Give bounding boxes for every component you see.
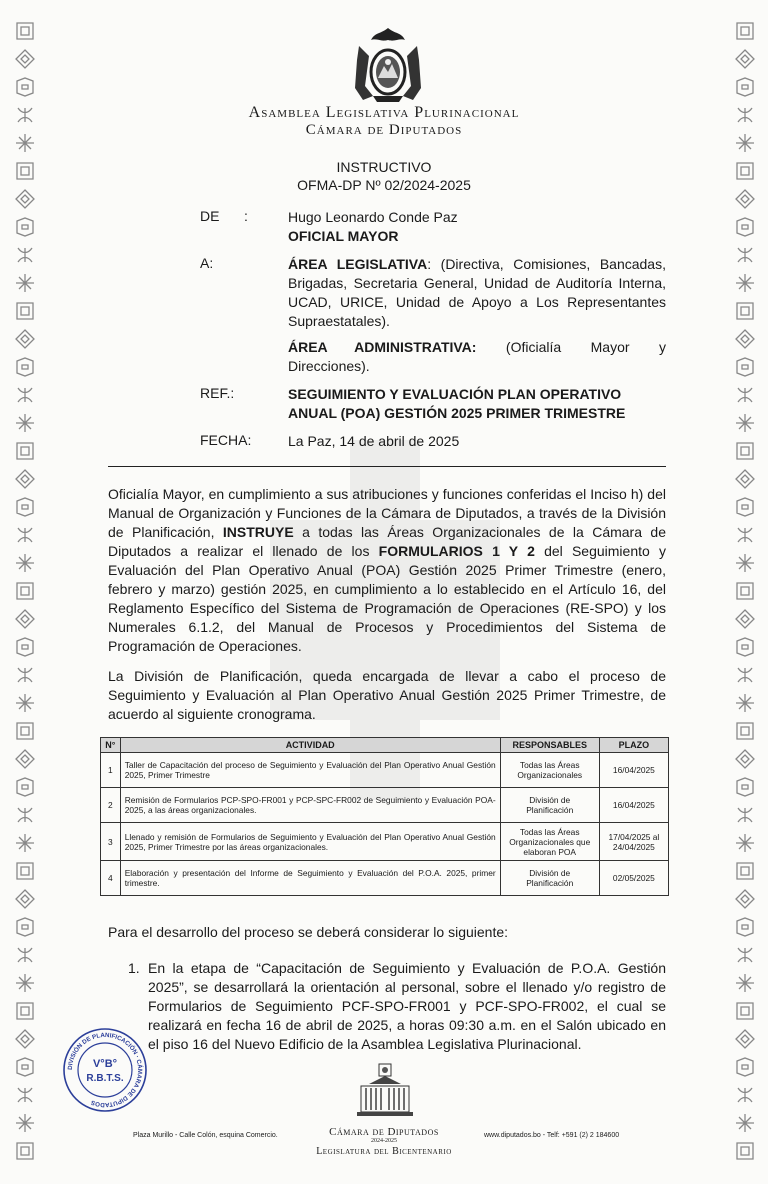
andean-border-pattern-icon	[734, 692, 756, 714]
row-number: 4	[101, 861, 121, 896]
andean-border-pattern-icon	[734, 944, 756, 966]
document-type: INSTRUCTIVO	[336, 159, 432, 175]
andean-border-pattern-icon	[14, 384, 36, 406]
from-block	[288, 208, 666, 246]
to-area-legislative	[288, 255, 666, 331]
table-row	[101, 753, 669, 788]
table-row	[101, 823, 669, 861]
andean-border-pattern-icon	[734, 412, 756, 434]
andean-border-pattern-icon	[14, 580, 36, 602]
andean-border-pattern-icon	[734, 48, 756, 70]
list-item-number: 1.	[128, 960, 140, 976]
andean-border-pattern-icon	[14, 244, 36, 266]
andean-border-pattern-icon	[734, 1056, 756, 1078]
schedule-table	[100, 737, 669, 896]
andean-border-pattern-icon	[14, 748, 36, 770]
paragraph-instruction	[108, 485, 666, 656]
andean-border-pattern-icon	[14, 300, 36, 322]
andean-border-pattern-icon	[734, 888, 756, 910]
row-responsible: Todas las Áreas Organizacionales	[500, 753, 599, 788]
stamp-initials: R.B.T.S.	[86, 1073, 124, 1084]
footer-legislature: Legislatura del Bicentenario	[316, 1146, 452, 1157]
andean-border-pattern-icon	[734, 636, 756, 658]
stamp-ring-text: DIVISIÓN DE PLANIFICACIÓN · CÁMARA DE DIPUTADOS	[66, 1031, 144, 1109]
andean-border-pattern-icon	[14, 860, 36, 882]
footer-years: 2024-2025	[371, 1138, 397, 1144]
to-area2-text: (Oficialía Mayor y Direcciones).	[288, 339, 666, 374]
legislative-palace-icon	[355, 1062, 415, 1124]
andean-border-pattern-icon	[14, 216, 36, 238]
from-label: DE	[200, 208, 220, 224]
stamp-vobo: V°B°	[92, 1058, 118, 1070]
andean-border-pattern-icon	[14, 720, 36, 742]
row-number: 2	[101, 788, 121, 823]
andean-border-pattern-icon	[734, 496, 756, 518]
andean-border-pattern-icon	[734, 1084, 756, 1106]
andean-border-pattern-icon	[14, 1084, 36, 1106]
document-number: OFMA-DP Nº 02/2024-2025	[297, 177, 471, 193]
andean-border-pattern-icon	[14, 664, 36, 686]
row-deadline: 16/04/2025	[599, 753, 668, 788]
andean-border-pattern-icon	[734, 20, 756, 42]
andean-border-pattern-icon	[14, 496, 36, 518]
chamber-name: Cámara de Diputados	[305, 122, 463, 138]
header-activity: ACTIVIDAD	[120, 738, 500, 753]
andean-border-pattern-icon	[14, 608, 36, 630]
paragraph-schedule-intro: La División de Planificación, queda encargada de llevar a cabo el proceso de Seguimiento y Evaluación al Plan Operativo Anual Gestión 2025 Primer Trimestre, de acuerdo al siguiente cronograma.	[108, 668, 666, 722]
andean-border-pattern-icon	[14, 832, 36, 854]
andean-border-pattern-icon	[734, 860, 756, 882]
institution-name: Asamblea Legislativa Plurinacional	[248, 104, 520, 121]
row-number: 3	[101, 823, 121, 861]
andean-border-pattern-icon	[14, 76, 36, 98]
andean-border-pattern-icon	[734, 1028, 756, 1050]
andean-border-pattern-icon	[14, 692, 36, 714]
andean-border-pattern-icon	[734, 384, 756, 406]
andean-border-pattern-icon	[734, 300, 756, 322]
p1-part-a: Oficialía Mayor, en cumplimiento a sus atribuciones y funciones conferidas el Inciso h) del Manual de Organización y Funciones de la Cámara de Diputados, a través de la División de Planificación,	[108, 486, 666, 540]
header-number: N°	[101, 738, 121, 753]
row-deadline: 17/04/2025 al 24/04/2025	[599, 823, 668, 861]
andean-border-pattern-icon	[734, 328, 756, 350]
to-area2-title: ÁREA ADMINISTRATIVA:	[288, 339, 477, 355]
andean-border-pattern-icon	[14, 468, 36, 490]
footer-contact: www.diputados.bo - Telf: +591 (2) 2 184600	[484, 1132, 620, 1139]
document-heading	[0, 158, 768, 194]
paragraph-considerations: Para el desarrollo del proceso se deberá considerar lo siguiente:	[108, 924, 509, 940]
andean-border-pattern-icon	[14, 776, 36, 798]
andean-border-pattern-icon	[734, 524, 756, 546]
list-item-text: En la etapa de “Capacitación de Seguimiento y Evaluación de P.O.A. Gestión 2025”, se desarrollará la orientación al personal, sobre el llenado y/o registro de Formularios de Seguimiento PCF-SPO-FR001 y PCF-SPO-FR002, el cual se realizará en fecha 16 de abril de 2025, a horas 09:30 a.m. en el Salón ubicado en el piso 16 del Nuevo Edificio de la Asamblea Legislativa Plurinacional.	[148, 960, 666, 1052]
andean-border-pattern-icon	[14, 412, 36, 434]
andean-border-pattern-icon	[734, 244, 756, 266]
row-responsible: División de Planificación	[500, 788, 599, 823]
header-divider	[108, 466, 666, 467]
table-row	[101, 788, 669, 823]
andean-border-pattern-icon	[734, 916, 756, 938]
andean-border-pattern-icon	[14, 440, 36, 462]
row-activity: Remisión de Formularios PCP-SPO-FR001 y PCP-SPC-FR002 de Seguimiento y Evaluación POA-2025, a las áreas organizacionales.	[120, 788, 500, 823]
from-name: Hugo Leonardo Conde Paz	[288, 209, 458, 225]
p1-formularios: FORMULARIOS 1 Y 2	[378, 543, 535, 559]
andean-border-pattern-icon	[14, 972, 36, 994]
row-number: 1	[101, 753, 121, 788]
row-deadline: 16/04/2025	[599, 788, 668, 823]
from-colon: :	[244, 208, 248, 224]
andean-border-pattern-icon	[14, 804, 36, 826]
p1-part-c: a todas las Áreas Organizacionales de la Cámara de Diputados a realizar el llenado de los	[108, 524, 666, 559]
footer-address: Plaza Murillo - Calle Colón, esquina Comercio.	[133, 1132, 278, 1139]
table-row	[101, 861, 669, 896]
andean-border-pattern-icon	[14, 888, 36, 910]
andean-border-pattern-icon	[734, 440, 756, 462]
header-responsible: RESPONSABLES	[500, 738, 599, 753]
andean-border-pattern-icon	[734, 972, 756, 994]
to-area1-title: ÁREA LEGISLATIVA	[288, 256, 428, 272]
andean-border-pattern-icon	[734, 272, 756, 294]
list-item	[128, 959, 666, 1054]
andean-border-pattern-icon	[14, 552, 36, 574]
andean-border-pattern-icon	[734, 580, 756, 602]
to-area-administrative	[288, 338, 666, 376]
andean-border-pattern-icon	[14, 328, 36, 350]
date-label: FECHA:	[200, 432, 252, 448]
footer-chamber-name: Cámara de Diputados	[329, 1126, 439, 1138]
header-deadline: PLAZO	[599, 738, 668, 753]
andean-border-pattern-icon	[734, 720, 756, 742]
andean-border-pattern-icon	[14, 272, 36, 294]
andean-border-pattern-icon	[734, 804, 756, 826]
row-activity: Llenado y remisión de Formularios de Seguimiento y Evaluación del Plan Operativo Anual Gestión 2025, Primer Trimestre por las áreas organizacionales.	[120, 823, 500, 861]
ref-label: REF.:	[200, 385, 235, 401]
andean-border-pattern-icon	[734, 356, 756, 378]
andean-border-pattern-icon	[14, 1028, 36, 1050]
date-text: La Paz, 14 de abril de 2025	[288, 433, 460, 449]
row-responsible: Todas las Áreas Organizacionales que elaboran POA	[500, 823, 599, 861]
andean-border-pattern-icon	[14, 636, 36, 658]
row-activity: Taller de Capacitación del proceso de Seguimiento y Evaluación del Plan Operativo Anual Gestión 2025, Primer Trimestre	[120, 753, 500, 788]
andean-border-pattern-icon	[14, 48, 36, 70]
andean-border-pattern-icon	[734, 216, 756, 238]
p1-part-e: del Seguimiento y Evaluación del Plan Operativo Anual (POA) Gestión 2025 Primer Trimestre (enero, febrero y marzo) gestión 2025, en cumplimiento a lo establecido en el Artículo 16, del Reglamento Específico del Sistema de Programación de Operaciones (RE-SPO) y los Numerales 6.1.2, del Manual de Procesos y Procedimientos del Sistema de Programación de Operaciones.	[108, 543, 666, 654]
andean-border-pattern-icon	[734, 748, 756, 770]
andean-border-pattern-icon	[14, 1056, 36, 1078]
from-title: OFICIAL MAYOR	[288, 228, 399, 244]
schedule-header-row	[101, 738, 669, 753]
andean-border-pattern-icon	[734, 664, 756, 686]
andean-border-pattern-icon	[14, 944, 36, 966]
andean-border-pattern-icon	[14, 356, 36, 378]
andean-border-pattern-icon	[14, 524, 36, 546]
p1-instruye: INSTRUYE	[222, 524, 294, 540]
ref-text: SEGUIMIENTO Y EVALUACIÓN PLAN OPERATIVO ANUAL (POA) GESTIÓN 2025 PRIMER TRIMESTRE	[288, 386, 626, 421]
andean-border-pattern-icon	[734, 776, 756, 798]
to-area1-text: : (Directiva, Comisiones, Bancadas, Brigadas, Secretaria General, Unidad de Auditoría Interna, UCAD, URICE, Unidad de Apoyo a Los Representantes Supraestatales).	[288, 256, 666, 329]
andean-border-pattern-icon	[734, 468, 756, 490]
andean-border-pattern-icon	[734, 1000, 756, 1022]
to-label: A:	[200, 255, 214, 271]
andean-border-pattern-icon	[734, 608, 756, 630]
row-deadline: 02/05/2025	[599, 861, 668, 896]
andean-border-pattern-icon	[14, 1000, 36, 1022]
andean-border-pattern-icon	[734, 76, 756, 98]
andean-border-pattern-icon	[14, 20, 36, 42]
andean-border-pattern-icon	[14, 916, 36, 938]
division-stamp-icon	[62, 1027, 148, 1113]
andean-border-pattern-icon	[734, 552, 756, 574]
row-activity: Elaboración y presentación del Informe de Seguimiento y Evaluación del P.O.A. 2025, primer trimestre.	[120, 861, 500, 896]
row-responsible: División de Planificación	[500, 861, 599, 896]
andean-border-pattern-icon	[734, 832, 756, 854]
coat-of-arms-icon	[351, 26, 425, 104]
